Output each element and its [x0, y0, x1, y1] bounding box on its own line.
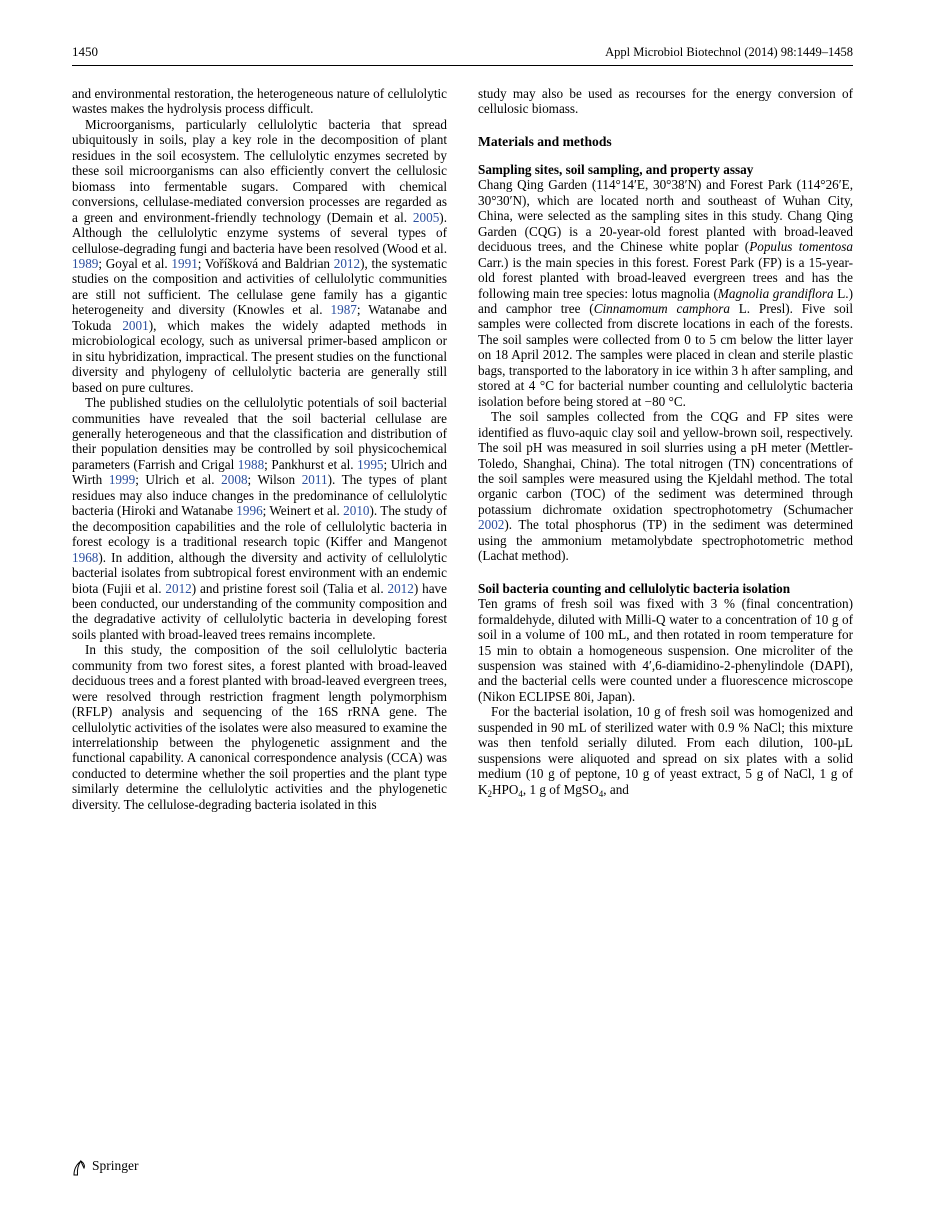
section-heading-materials-and-methods: Materials and methods	[478, 133, 612, 149]
text-run: ), which makes the widely adapted methods in microbiological ecology, such as universal primer-based amplicon or in situ hybridization, impractical. The present studies on the functional diversity and phylogeny of cellulolytic bacteria are generally still based on pure cultures.	[72, 317, 447, 395]
paragraph-text: study may also be used as recourses for the energy conversion of cellulosic biomass.	[478, 86, 853, 117]
species-name: Magnolia grandiflora	[717, 285, 834, 301]
citation-link[interactable]: 1991	[171, 255, 198, 271]
right-column	[478, 86, 853, 812]
citation-link[interactable]: 2012	[387, 580, 414, 596]
text-run: ; Ulrich et al.	[135, 472, 222, 488]
text-run: ), the systematic studies on the composition and activities of cellulolytic communities are still not sufficient. The cellulase gene family has a gigantic heterogeneity and diversity (Knowles et al.	[72, 255, 447, 318]
paragraph-sampling-sites	[478, 177, 853, 409]
text-run: ; Watanabe and Tokuda	[72, 302, 447, 333]
text-run: L. Presl). Five soil samples were collected from discrete locations in each of the forests. The soil samples were collected from 0 to 5 cm below the litter layer on 18 April 2012. The samples were placed in clean and sterile plastic bags, transported to the laboratory in ice within 3 h after sampling, and stored at 4 °C for bacterial number counting and cellulolytic bacteria isolation before being stored at −80 °C.	[478, 300, 853, 409]
paragraph-microorganisms	[72, 117, 447, 395]
text-run: ; Ulrich and Wirth	[72, 456, 447, 488]
text-run: The soil samples collected from the CQG and FP sites were identified as fluvo-aquic clay soil and yellow-brown soil, respectively. The soil pH was measured in soil slurries using a pH meter (Mettler-Toledo, Shanghai, China). The total nitrogen (TN) concentrations of the soil samples were measured using the Kjeldahl method. The total organic carbon (TOC) of the sediment was determined through potassium dichromate oxidation spectrophotometry (Schumacher	[478, 409, 853, 517]
citation-link[interactable]: 2001	[122, 317, 149, 333]
subsection-heading-sampling-sites: Sampling sites, soil sampling, and property assay	[478, 161, 754, 177]
subsection-heading-bacteria-counting: Soil bacteria counting and cellulolytic bacteria isolation	[478, 580, 791, 596]
text-run: ) have been conducted, our understanding of the community composition and the degradative activity of cellulolytic bacteria in developing forest soils planted with broad-leaved trees remains incomplete.	[72, 580, 447, 642]
citation-link[interactable]: 2002	[478, 517, 505, 533]
subscript: 4	[598, 788, 604, 799]
text-run: Microorganisms, particularly cellulolytic bacteria that spread ubiquitously in soils, play a key role in the decomposition of plant residues in the soil ecosystem. The cellulolytic enzymes secreted by these soil microorganisms can also efficiently convert the cellulosic biomass into fermentable sugars. Compared with chemical conversions, cellulase-mediated conversion processes are regarded as a green and environment-friendly technology (Demain et al.	[72, 116, 447, 225]
publisher-name: Springer	[92, 1157, 139, 1173]
text-run: ). The types of plant residues may also induce changes in the predominance of cellulolytic bacteria (Hiroki and Watanabe	[72, 472, 448, 519]
page-header	[72, 44, 853, 66]
citation-link[interactable]: 2012	[165, 580, 192, 596]
paragraph-text: and environmental restoration, the heterogeneous nature of cellulolytic wastes makes the hydrolysis process difficult.	[72, 86, 447, 117]
text-run: ). The study of the decomposition capabilities and the role of cellulolytic bacteria in forest ecology is a traditional research topic (Kiffer and Mangenot	[72, 503, 447, 550]
text-run: ; Wilson	[247, 472, 302, 488]
paragraph-bacterial-isolation	[478, 704, 853, 799]
citation-link[interactable]: 1996	[236, 503, 263, 519]
text-run: L.) and camphor tree (	[478, 285, 853, 316]
text-run: ). Although the cellulolytic enzyme systems of several types of cellulose-degrading fungi and bacteria have been resolved (Wood et al.	[72, 209, 447, 256]
subscript: 4	[518, 788, 523, 799]
paragraph-text: In this study, the composition of the soil cellulolytic bacteria community from two forest sites, a forest planted with broad-leaved deciduous trees and a forest planted with broad-leaved evergreen trees, were resolved through restriction fragment length polymorphism (RFLP) analysis and sequencing of the 16S rRNA gene. The cellulolytic activities of the isolates were also measured to examine the interrelationship between the phylogenetic assignment and the functional capability. A canonical correspondence analysis (CCA) was conducted to determine whether the soil properties and the plant type similarly determine the cellulolytic activities and the phylogenetic diversity. The cellulose-degrading bacteria isolated in this	[72, 642, 447, 812]
text-run: ) and pristine forest soil (Talia et al.	[191, 580, 388, 596]
citation-link[interactable]: 2008	[221, 472, 248, 488]
citation-link[interactable]: 2010	[343, 503, 370, 519]
citation-link[interactable]: 2012	[333, 255, 361, 271]
citation-link[interactable]: 1999	[108, 472, 136, 488]
text-run: , and	[603, 781, 629, 797]
text-run: Carr.) is the main species in this forest. Forest Park (FP) is a 15-year-old forest planted with broad-leaved evergreen trees and has the following main tree species: lotus magnolia (	[478, 254, 853, 301]
paragraph-continued	[72, 86, 447, 117]
citation-link[interactable]: 1987	[330, 302, 357, 318]
text-run: ; Goyal et al.	[98, 255, 172, 271]
citation-link[interactable]: 2011	[301, 472, 328, 488]
paragraph-soil-fixing	[478, 596, 853, 704]
text-run: HPO	[492, 781, 519, 797]
citation-link[interactable]: 1995	[357, 456, 384, 472]
citation-link[interactable]: 1988	[237, 456, 265, 472]
species-name: Cinnamomum camphora	[593, 300, 730, 316]
text-run: The published studies on the cellulolytic potentials of soil bacterial communities have revealed that the soil bacterial cellulase are generally heterogeneous and that the classification and distribution of their population densities may be controlled by soil physicochemical parameters (Farrish and Crigal	[72, 395, 447, 472]
text-run: , 1 g of MgSO	[522, 781, 599, 797]
page-footer	[72, 1157, 139, 1174]
citation-link[interactable]: 1989	[72, 255, 99, 271]
springer-logo-icon	[72, 1159, 87, 1176]
paragraph-published-studies	[72, 395, 447, 642]
paragraph-text: Ten grams of fresh soil was fixed with 3 % (final concentration) formaldehyde, diluted with Milli-Q water to a concentration of 10 g of soil in a volume of 100 mL, and then rotated in room temperature for 15 min to obtain a homogeneous suspension. One microliter of the suspension was stained with 4′,6-diamidino-2-phenylindole (DAPI), and the bacterial cells were counted under a fluorescence microscope (Nikon ECLIPSE 80i, Japan).	[478, 596, 853, 704]
species-name: Populus tomentosa	[749, 239, 853, 255]
left-column	[72, 86, 447, 812]
text-run: ; Pankhurst et al.	[264, 456, 358, 472]
page-number: 1450	[72, 44, 98, 59]
text-run: For the bacterial isolation, 10 g of fresh soil was homogenized and suspended in 90 mL of sterilized water with 0.9 % NaCl; this mixture was then tenfold serially diluted. From each dilution, 100-µL suspensions were aliquoted and spread on six plates with a solid medium (10 g of peptone, 10 g of yeast extract, 5 g of NaCl, 1 g of K	[478, 704, 853, 797]
paragraph-soil-properties	[478, 409, 853, 564]
text-run: ). The total phosphorus (TP) in the sediment was determined using the ammonium metamolybdate spectrophotometric method (Lachat method).	[478, 517, 853, 564]
text-run: ; Weinert et al.	[262, 503, 344, 519]
journal-citation: Appl Microbiol Biotechnol (2014) 98:1449–1458	[605, 45, 853, 59]
citation-link[interactable]: 1968	[72, 549, 99, 565]
body-columns	[72, 86, 853, 812]
subscript: 2	[487, 788, 493, 799]
text-run: Chang Qing Garden (114°14′E, 30°38′N) and Forest Park (114°26′E, 30°30′N), which are located north and southeast of Wuhan City, China, were selected as the sampling sites in this study. Chang Qing Garden (CQG) is a 20-year-old forest planted with broad-leaved deciduous trees, and the Chinese white poplar (	[478, 177, 853, 255]
paragraph-continued-right	[478, 86, 853, 117]
paragraph-this-study	[72, 642, 447, 812]
text-run: ; Voříšková and Baldrian	[197, 255, 334, 271]
citation-link[interactable]: 2005	[412, 209, 440, 225]
text-run: ). In addition, although the diversity and activity of cellulolytic bacterial isolates from subtropical forest environment with an endemic biota (Fujii et al.	[72, 549, 447, 596]
